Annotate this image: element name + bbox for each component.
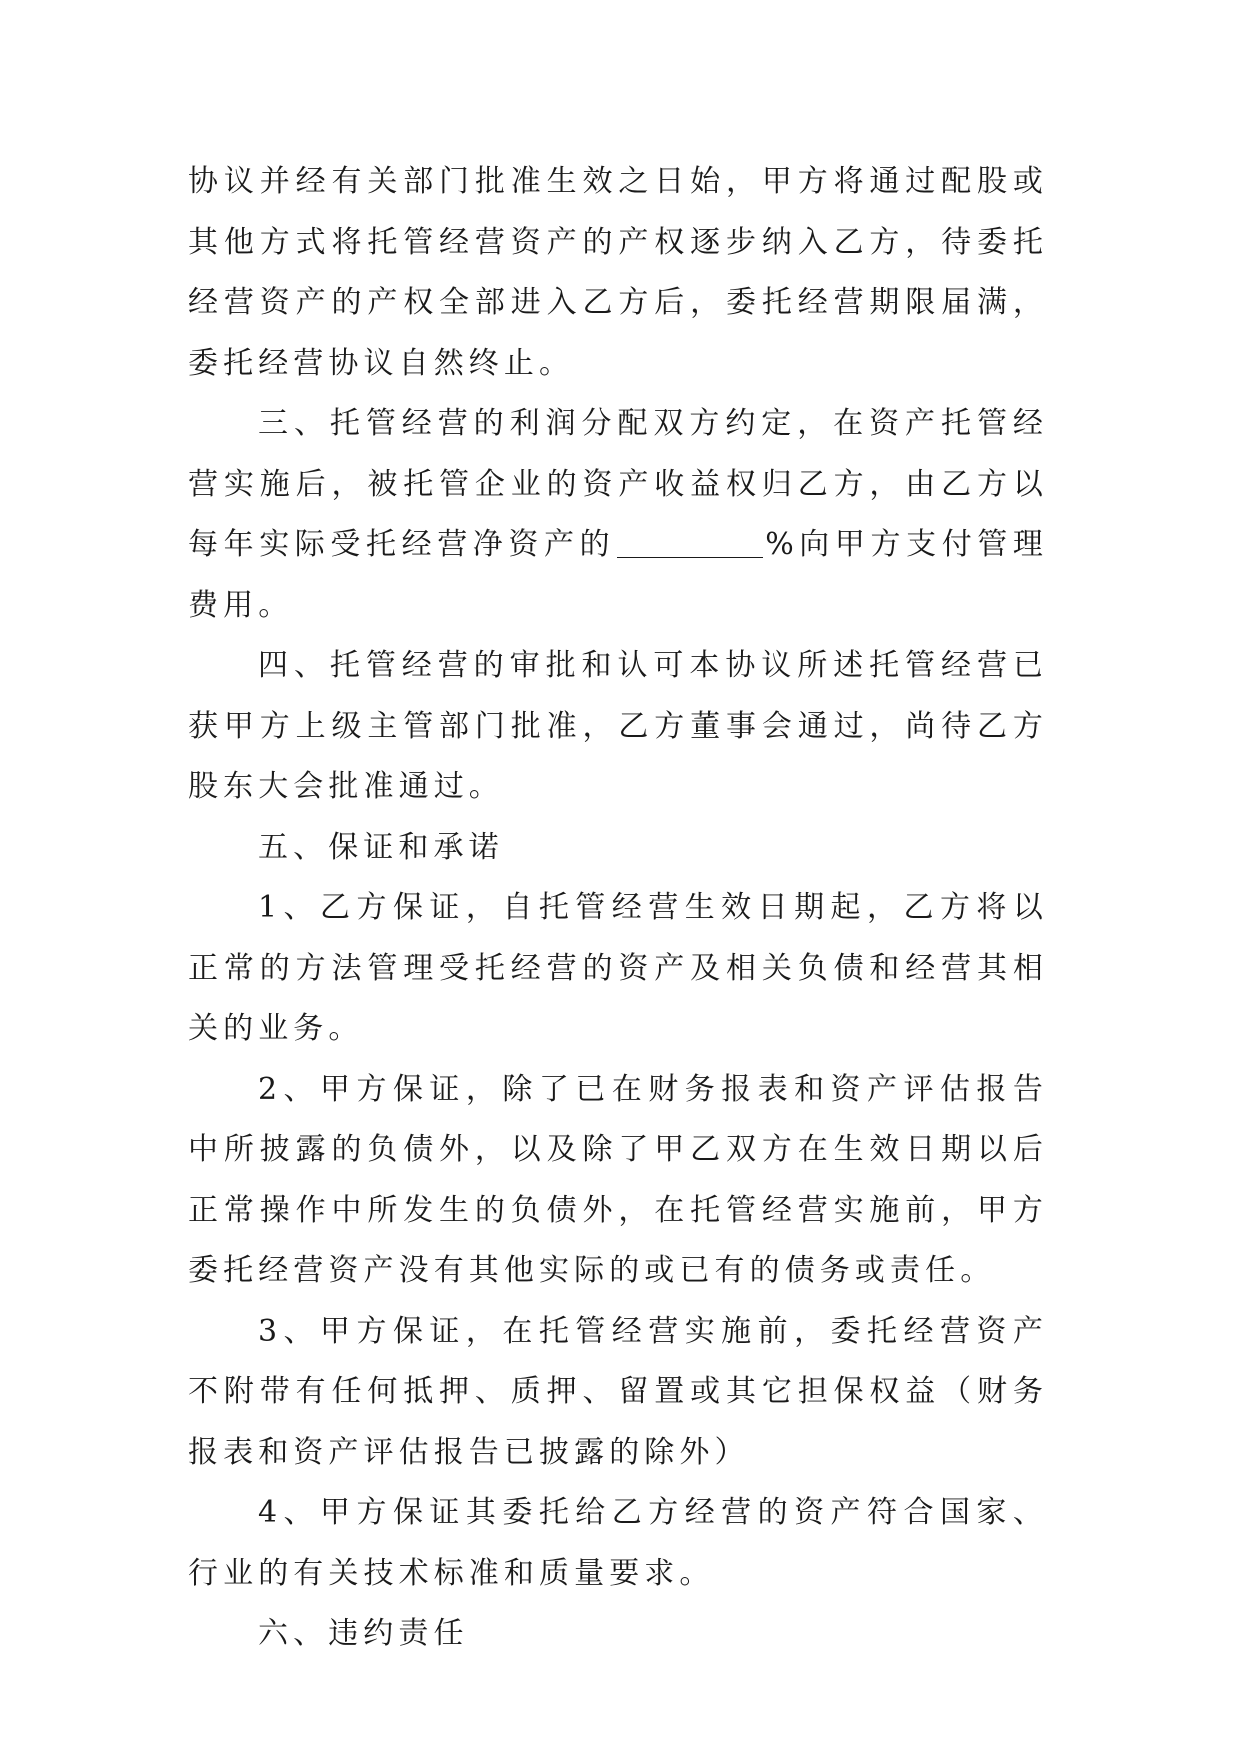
paragraph-agreement-termination: 协议并经有关部门批准生效之日始，甲方将通过配股或其他方式将托管经营资产的产权逐步纳入乙方，待委托经营资产的产权全部进入乙方后，委托经营期限届满，委托经营协议自然终止。: [188, 164, 1048, 381]
profit-distribution-text-before: 三、托管经营的利润分配双方约定，在资产托管经营实施后，被托管企业的资产收益权归乙方，由乙方以每年实际受托经营净资产的: [188, 406, 1048, 562]
paragraph-guarantee-item-3: 3、甲方保证，在托管经营实施前，委托经营资产不附带有任何抵押、质押、留置或其它担保权益（财务报表和资产评估报告已披露的除外）: [188, 1313, 1048, 1470]
paragraph-guarantee-item-4: 4、甲方保证其委托给乙方经营的资产符合国家、行业的有关技术标准和质量要求。: [188, 1495, 1048, 1591]
paragraph-guarantee-item-1: 1、乙方保证，自托管经营生效日期起，乙方将以正常的方法管理受托经营的资产及相关负债和经营其相关的业务。: [188, 890, 1048, 1046]
paragraph-profit-distribution: [188, 394, 1048, 636]
profit-distribution-text-after: %向甲方支付管理费用。: [188, 527, 1049, 623]
document-body: [188, 152, 1048, 1665]
paragraph-guarantee-item-2: 2、甲方保证，除了已在财务报表和资产评估报告中所披露的负债外，以及除了甲乙双方在生效日期以后正常操作中所发生的负债外，在托管经营实施前，甲方委托经营资产没有其他实际的或已有的债务或责任。: [188, 1071, 1048, 1288]
heading-liability: 六、违约责任: [258, 1616, 469, 1651]
percentage-blank-line: [617, 529, 763, 558]
heading-guarantees: 五、保证和承诺: [258, 829, 504, 865]
paragraph-approval: 四、托管经营的审批和认可本协议所述托管经营已获甲方上级主管部门批准，乙方董事会通过，尚待乙方股东大会批准通过。: [188, 648, 1048, 804]
